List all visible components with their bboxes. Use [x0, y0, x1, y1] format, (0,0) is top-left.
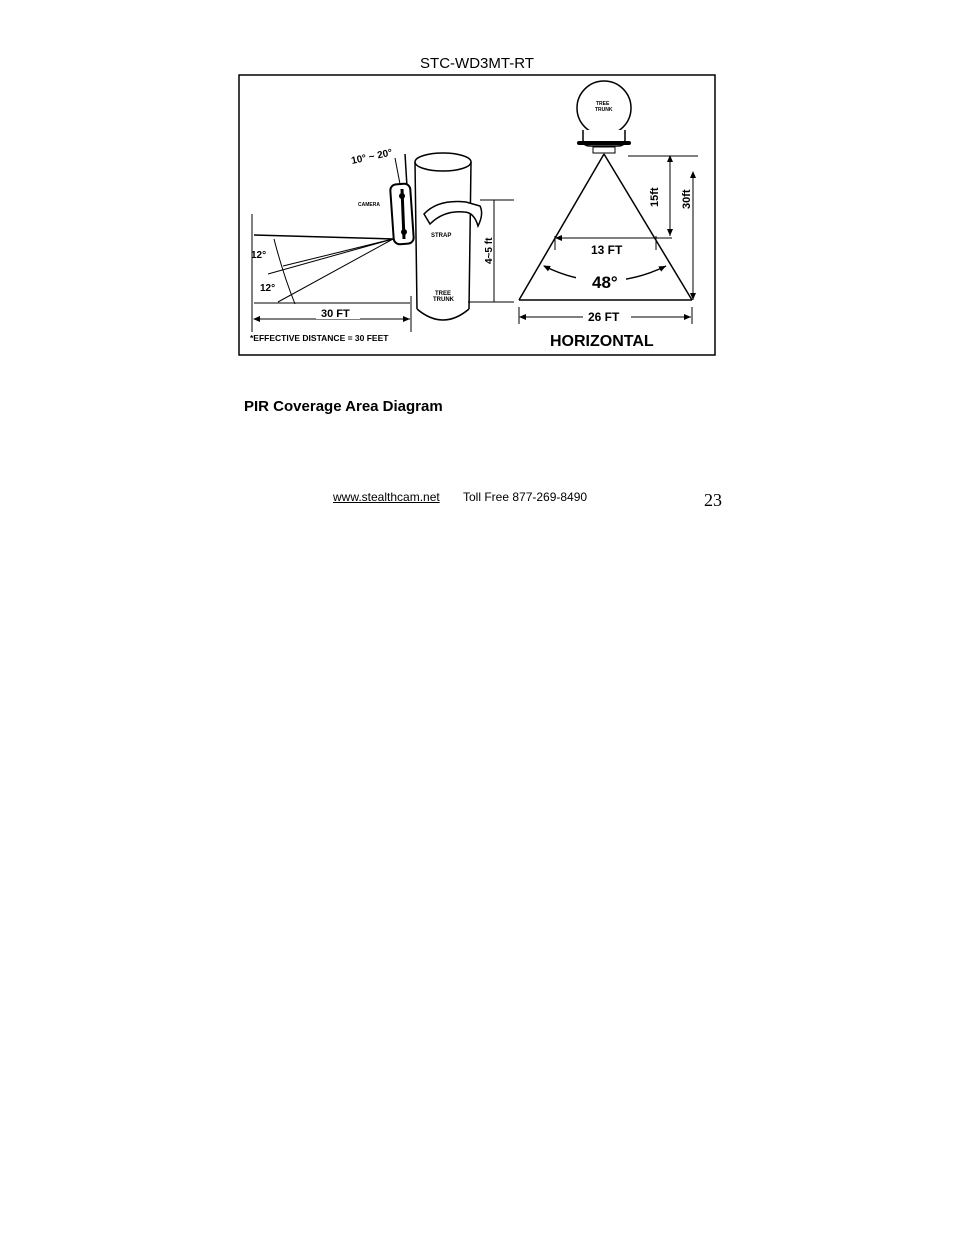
pir-coverage-diagram [238, 74, 716, 356]
document-header-title: STC-WD3MT-RT [420, 55, 534, 72]
distance-label: 30 FT [321, 308, 350, 320]
view-title: HORIZONTAL [550, 333, 654, 350]
side-tree-label-1: TREE [435, 291, 452, 297]
far-depth-label: 30ft [681, 189, 693, 209]
angle-lower-label: 12° [260, 283, 276, 294]
side-tree-label-2: TRUNK [433, 297, 454, 303]
tree-trunk-top [577, 81, 631, 153]
strap-label: STRAP [431, 233, 452, 239]
page-number: 23 [704, 490, 722, 510]
tilt-label: 10° ~ 20° [350, 147, 394, 167]
camera-label: CAMERA [358, 202, 380, 208]
toll-free-phone: Toll Free 877-269-8490 [463, 490, 588, 504]
angle-label: 48° [592, 273, 618, 292]
near-width-label: 13 FT [591, 243, 623, 257]
website-link[interactable]: www.stealthcam.net [333, 490, 440, 504]
height-label: 4~5 ft [484, 237, 495, 264]
far-width-label: 26 FT [588, 310, 620, 324]
camera-unit [390, 183, 414, 244]
near-depth-label: 15ft [649, 187, 661, 207]
top-tree-label-1: TREE [596, 101, 610, 107]
effective-distance-note: *EFFECTIVE DISTANCE = 30 FEET [250, 333, 389, 343]
figure-caption: PIR Coverage Area Diagram [244, 398, 443, 415]
top-tree-label-2: TRUNK [595, 107, 613, 113]
angle-upper-label: 12° [251, 250, 267, 261]
